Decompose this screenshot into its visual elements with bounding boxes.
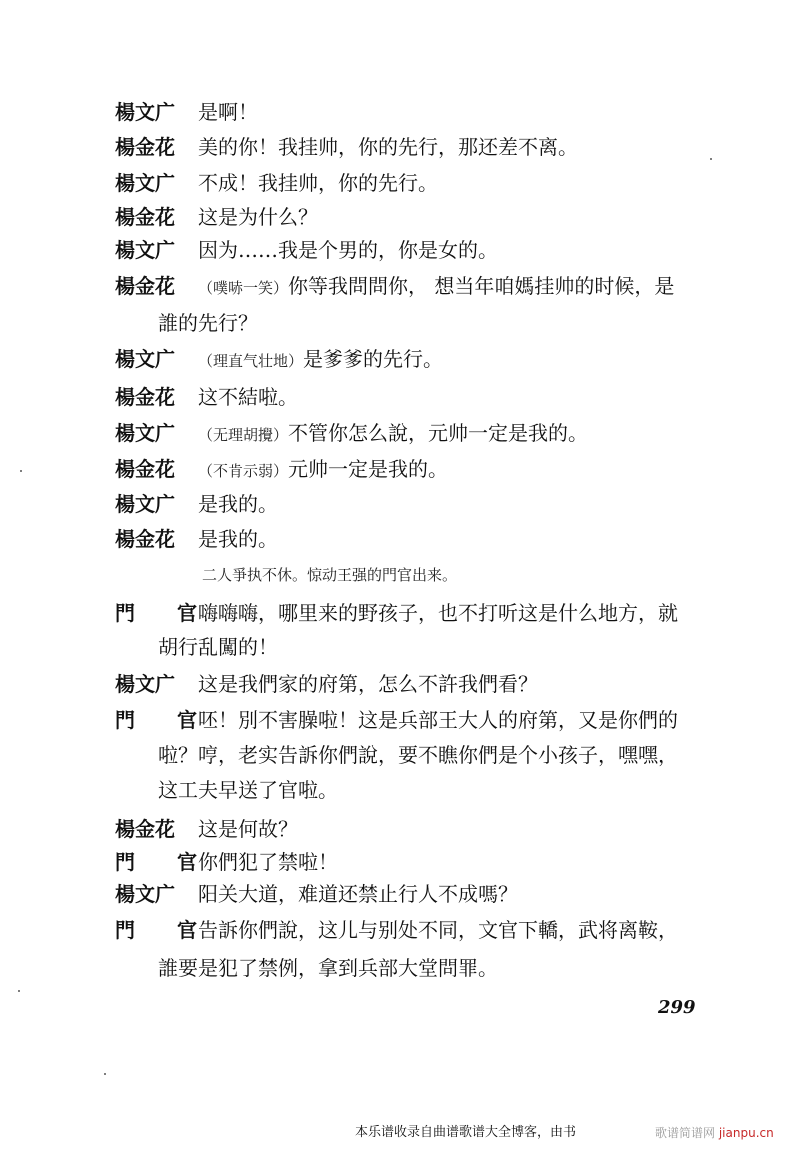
dialogue-line [0,487,808,521]
watermark [655,1124,774,1141]
dialogue-text [198,269,720,305]
dialogue-continuation: 胡行乱闖的！ [158,635,278,659]
dialogue-line [0,130,808,164]
dialogue-line [0,452,808,486]
dialogue-text: 这不結啦。 [198,385,298,409]
dialogue-text: 这是我們家的府第，怎么不許我們看？ [198,672,538,696]
speaker-name: 門 官 [115,708,208,732]
dialogue-continuation: 啦？哼，老实告訴你們說，要不瞧你們是个小孩子，嘿嘿， [158,743,678,767]
speaker-name: 門 官 [115,601,208,625]
speaker-name: 楊文广 [115,492,175,516]
dialogue-continuation: 这工夫早送了官啦。 [158,778,338,802]
dialogue-text: 告訴你們說，这儿与别处不同，文官下轎，武将离鞍， [198,918,678,942]
dialogue-text: 这是何故？ [198,817,298,841]
dialogue-text: 是我的。 [198,527,278,551]
speaker-name: 楊文广 [115,347,175,371]
speaker-name: 楊文广 [115,672,175,696]
dialogue-text: 因为……我是个男的，你是女的。 [198,238,498,262]
speaker-name: 楊金花 [115,527,175,551]
dialogue-line [0,812,808,846]
dialogue-text-body: 是爹爹的先行。 [303,347,444,371]
dialogue-line [0,913,808,947]
dialogue-line [0,596,808,630]
speaker-name: 楊金花 [115,817,175,841]
dialogue-line [0,703,808,737]
speaker-name: 楊文广 [115,171,175,195]
scan-speck [20,470,22,472]
dialogue-text: 不成！我挂帅，你的先行。 [198,171,438,195]
speaker-name: 楊金花 [115,457,175,481]
speaker-name: 楊金花 [115,205,175,229]
dialogue-text: 是啊！ [198,100,258,124]
dialogue-line [0,233,808,267]
stage-direction: （理直气壮地） [198,352,304,370]
dialogue-line [0,877,808,911]
dialogue-text-body: 不管你怎么說，元帅一定是我的。 [288,421,589,445]
speaker-name: 門 官 [115,850,208,874]
dialogue-text: 呸！別不害臊啦！这是兵部王大人的府第，又是你們的 [198,708,678,732]
dialogue-text: 是我的。 [198,492,278,516]
speaker-name: 楊金花 [115,274,175,298]
speaker-name: 門 官 [115,918,208,942]
dialogue-text: 这是为什么？ [198,205,318,229]
watermark-url: jianpu.cn [718,1126,774,1140]
dialogue-text-body: 你等我問問你， 想当年咱媽挂帅的时候，是 [288,274,675,298]
dialogue-line [0,269,808,303]
dialogue-line [0,522,808,556]
speaker-name: 楊文广 [115,421,175,445]
dialogue-text [198,452,720,488]
dialogue-text: 美的你！我挂帅，你的先行，那还差不离。 [198,135,578,159]
stage-direction: （不肯示弱） [198,462,289,480]
page-number: 299 [658,997,696,1018]
dialogue-line [0,95,808,129]
dialogue-text: 嗨嗨嗨，哪里来的野孩子，也不打听这是什么地方，就 [198,601,678,625]
dialogue-line [0,416,808,450]
speaker-name: 楊文广 [115,100,175,124]
speaker-name: 楊金花 [115,135,175,159]
speaker-name: 楊金花 [115,385,175,409]
dialogue-line [0,200,808,234]
dialogue-text-body: 元帅一定是我的。 [288,457,449,481]
dialogue-continuation: 誰的先行？ [158,311,258,335]
dialogue-text [198,416,720,452]
dialogue-line [0,166,808,200]
watermark-label: 歌谱简谱网 [655,1126,716,1140]
scan-speck [18,990,20,992]
footer-note: 本乐谱收录自曲谱歌谱大全博客，由书 [355,1125,577,1140]
dialogue-text: 阳关大道，难道还禁止行人不成嗎？ [198,882,518,906]
dialogue-line [0,667,808,701]
speaker-name: 楊文广 [115,882,175,906]
dialogue-line [0,845,808,879]
stage-direction: （噗哧一笑） [198,279,289,297]
stage-direction-line: 二人爭执不休。惊动王强的門官出来。 [202,566,458,584]
dialogue-text: 你們犯了禁啦！ [198,850,338,874]
scan-speck [104,1073,106,1075]
stage-direction: （无理胡攪） [198,426,289,444]
dialogue-continuation: 誰要是犯了禁例，拿到兵部大堂問罪。 [158,956,498,980]
dialogue-text [198,342,720,378]
scan-speck [710,158,712,160]
dialogue-line [0,380,808,414]
dialogue-line [0,342,808,376]
speaker-name: 楊文广 [115,238,175,262]
